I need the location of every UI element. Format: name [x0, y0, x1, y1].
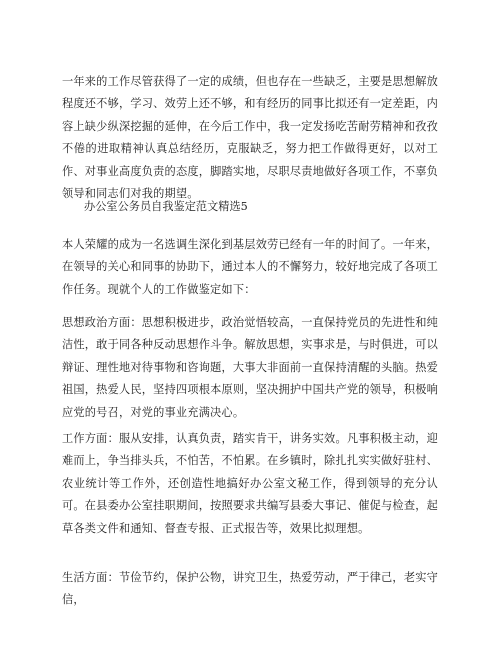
paragraph-self-review-summary: 一年来的工作尽管获得了一定的成绩，但也存在一些缺乏，主要是思想解放程度还不够，学习、效劳上还不够，和有经历的同事比拟还有一定差距，内容上缺少纵深挖掘的延伸，在今后工作中，我一定发扬吃苦耐劳精神和孜孜不倦的进取精神认真总结经历，克服缺乏，努力把工作做得更好，以对工作、对事业高度负责的态度，脚踏实地，尽职尽责地做好各项工作，不辜负领导和同志们对我的期望。	[62, 75, 438, 201]
paragraph-life: 生活方面：节俭节约，保护公物，讲究卫生，热爱劳动，严于律己，老实守信，	[62, 571, 438, 607]
paragraph-introduction: 本人荣耀的成为一名选调生深化到基层效劳已经有一年的时间了。一年来，在领导的关心和同事的协助下，通过本人的不懈努力，较好地完成了各项工作任务。现就个人的工作做鉴定如下：	[62, 238, 438, 296]
paragraph-work: 工作方面：服从安排，认真负责，踏实肯干，讲务实效。凡事积极主动，迎难而上，争当排头兵，不怕苦，不怕累。在乡镇时，除扎扎实实做好驻村、农业统计等工作外，还创造性地搞好办公室文秘工作，得到领导的充分认可。在县委办公室挂职期间，按照要求共编写县委大事记、催促与检查，起草各类文件和通知、督查专报、正式报告等，效果比拟理想。	[62, 432, 438, 535]
paragraph-political-thought: 思想政治方面：思想积极进步，政治觉悟较高，一直保持党员的先进性和纯洁性，敢于同各种反动思想作斗争。解放思想，实事求是，与时俱进，可以辩证、理性地对待事物和咨询题，大事大非面前一直保持清醒的头脑。热爱祖国，热爱人民，坚持四项根本原则，坚决拥护中国共产党的领导，积极响应党的号召，对党的事业充满决心。	[62, 316, 438, 419]
section-heading: 办公室公务员自我鉴定范文精选5	[84, 200, 248, 213]
